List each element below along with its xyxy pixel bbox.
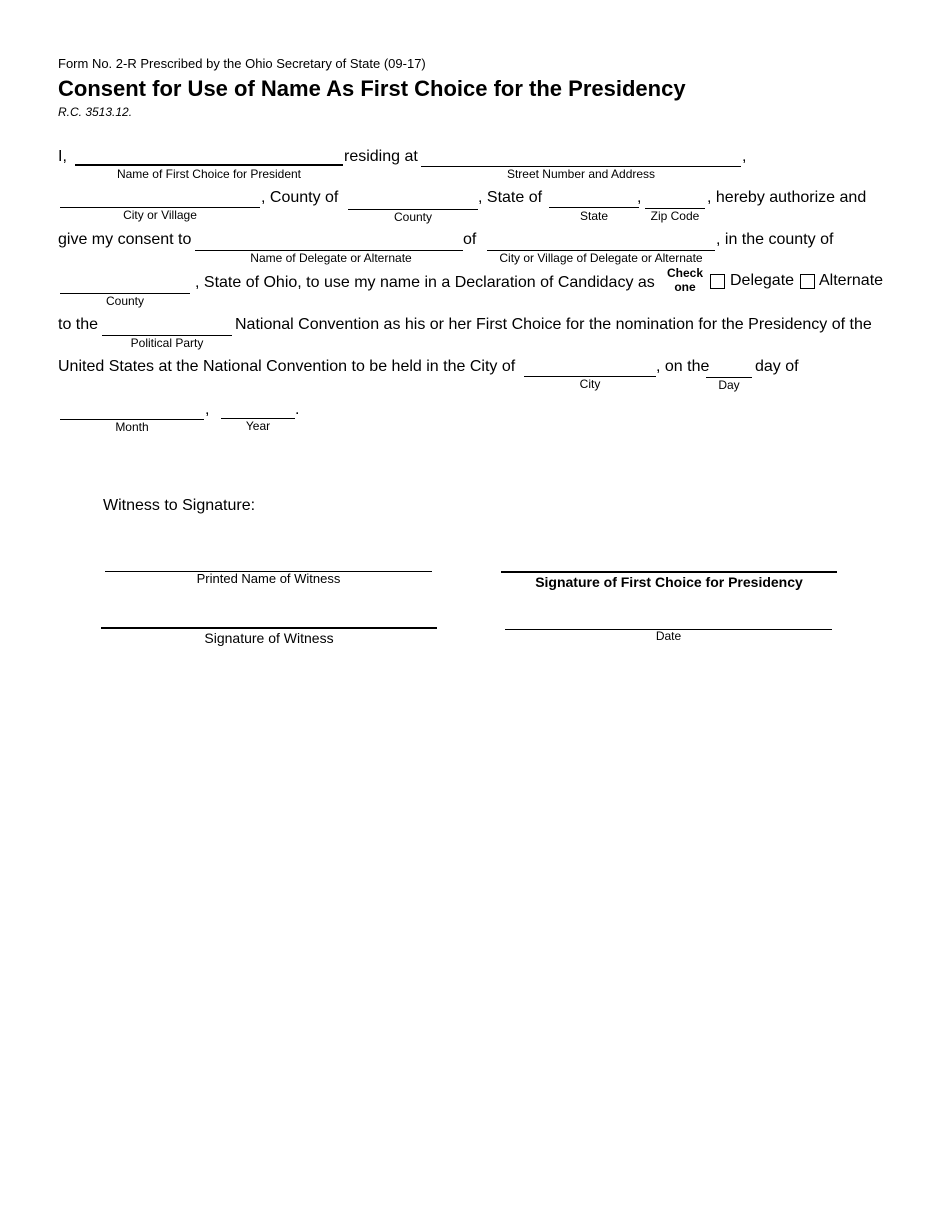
delegate-city-caption: City or Village of Delegate or Alternate xyxy=(499,251,703,265)
day-caption: Day xyxy=(718,378,740,392)
to-the-text: to the xyxy=(58,316,99,333)
witness-heading: Witness to Signature: xyxy=(103,497,256,514)
date-input[interactable] xyxy=(507,612,830,628)
check-one-label xyxy=(663,266,707,294)
city-village-input[interactable] xyxy=(62,190,258,206)
delegate-name-input[interactable] xyxy=(197,233,461,249)
give-consent-text: give my consent to xyxy=(58,231,192,248)
state-input[interactable] xyxy=(551,190,637,206)
signature-witness-input[interactable] xyxy=(103,610,435,626)
county-caption: County xyxy=(393,210,433,224)
day-of-text: day of xyxy=(755,358,799,375)
political-party-caption: Political Party xyxy=(130,336,204,350)
state-line xyxy=(549,207,639,208)
delegate-name-caption: Name of Delegate or Alternate xyxy=(250,251,412,265)
signature-witness-line xyxy=(101,627,437,629)
delegate-county-caption: County xyxy=(105,294,145,308)
name-first-choice-input[interactable] xyxy=(77,148,341,164)
county-of-text: , County of xyxy=(261,189,339,206)
state-of-text: , State of xyxy=(478,189,543,206)
printed-name-witness-caption: Printed Name of Witness xyxy=(196,571,341,586)
year-caption: Year xyxy=(245,419,271,433)
day-input[interactable] xyxy=(708,360,750,376)
row1-lead-text: I, xyxy=(58,148,67,165)
signature-first-choice-line xyxy=(501,571,837,573)
alternate-option-label: Alternate xyxy=(819,272,884,289)
page-title: Consent for Use of Name As First Choice for the Presidency xyxy=(58,76,686,101)
political-party-input[interactable] xyxy=(104,318,230,334)
convention-city-input[interactable] xyxy=(526,359,654,375)
row7-comma: , xyxy=(205,401,210,418)
on-the-text: , on the xyxy=(656,358,710,375)
row2-comma: , xyxy=(637,189,642,206)
check-label-line1: Check xyxy=(666,266,704,280)
convention-city-caption: City xyxy=(579,377,601,391)
residing-at-text: residing at xyxy=(344,148,418,165)
statute-reference: R.C. 3513.12. xyxy=(58,105,133,119)
month-caption: Month xyxy=(115,420,149,434)
united-states-text: United States at the National Convention to be held in the City of xyxy=(58,358,516,375)
in-county-of-text: , in the county of xyxy=(716,231,834,248)
delegate-option-label: Delegate xyxy=(730,272,795,289)
declaration-text: , State of Ohio, to use my name in a Declaration of Candidacy as xyxy=(195,274,655,291)
zip-code-caption: Zip Code xyxy=(650,209,700,223)
city-village-caption: City or Village xyxy=(123,208,197,222)
check-label-line2: one xyxy=(674,280,696,294)
name-first-choice-caption: Name of First Choice for President xyxy=(116,167,302,181)
of-text: of xyxy=(463,231,477,248)
hereby-authorize-text: , hereby authorize and xyxy=(707,189,867,206)
national-convention-text: National Convention as his or her First Choice for the nomination for the Presidency of the xyxy=(235,316,872,333)
month-input[interactable] xyxy=(62,402,202,418)
county-input[interactable] xyxy=(350,192,476,208)
state-caption: State xyxy=(579,209,609,223)
street-address-input[interactable] xyxy=(423,149,739,165)
name-first-choice-line xyxy=(75,164,343,166)
row7-period: . xyxy=(295,401,300,418)
date-caption: Date xyxy=(655,629,682,643)
printed-name-witness-input[interactable] xyxy=(107,554,430,570)
row1-comma: , xyxy=(742,148,747,165)
alternate-checkbox[interactable] xyxy=(800,274,815,289)
delegate-city-input[interactable] xyxy=(489,233,713,249)
signature-first-choice-input[interactable] xyxy=(503,554,835,570)
street-address-caption: Street Number and Address xyxy=(506,167,656,181)
year-input[interactable] xyxy=(223,401,293,417)
form-number: Form No. 2-R Prescribed by the Ohio Secretary of State (09-17) xyxy=(58,56,426,71)
delegate-county-input[interactable] xyxy=(62,276,188,292)
signature-first-choice-caption: Signature of First Choice for Presidency xyxy=(535,574,803,590)
zip-code-input[interactable] xyxy=(647,191,703,207)
delegate-checkbox[interactable] xyxy=(710,274,725,289)
signature-witness-caption: Signature of Witness xyxy=(204,630,334,646)
